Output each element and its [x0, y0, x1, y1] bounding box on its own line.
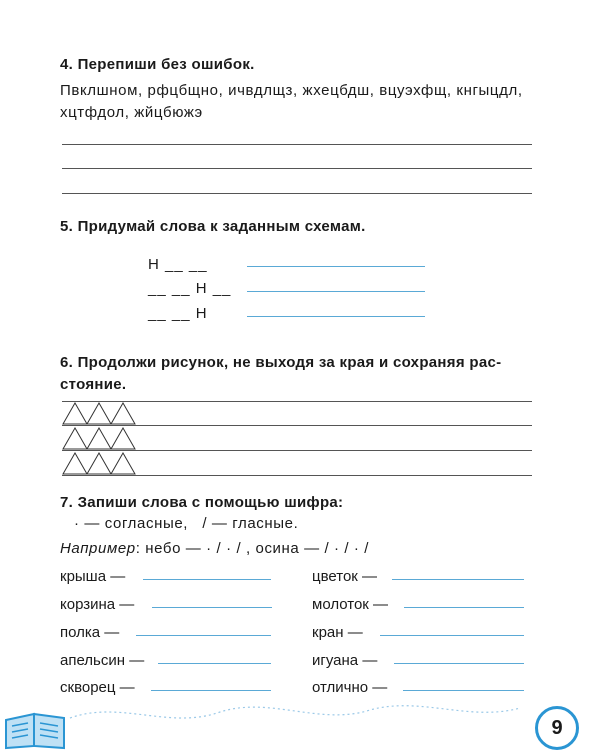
triangle-icon: [62, 402, 88, 425]
cipher-answer-line[interactable]: [158, 663, 271, 664]
task-6-title-line-2: стояние.: [60, 376, 127, 393]
book-icon: [0, 700, 72, 750]
word-left: апельсин —: [60, 652, 145, 669]
cipher-answer-line[interactable]: [136, 635, 271, 636]
task-4-line-2: хцтфдол, жйцбюжэ: [60, 104, 203, 121]
word-left: полка —: [60, 624, 120, 641]
drawing-rule: [62, 475, 532, 476]
answer-rule[interactable]: [62, 168, 532, 169]
task-4-line-1: Пвклшном, рфцбщно, ичвдлщз, жхецбдш, вцуэхфщ, кнгыцдл,: [60, 82, 523, 99]
schema-1: Н __ __: [148, 256, 208, 273]
example-label: Например: [60, 540, 136, 557]
task-5-title: 5. Придумай слова к заданным схемам.: [60, 218, 366, 235]
triangle-icon: [62, 452, 88, 475]
cipher-answer-line[interactable]: [380, 635, 524, 636]
task-4-title: 4. Перепиши без ошибок.: [60, 56, 255, 73]
word-left: крыша —: [60, 568, 126, 585]
schema-answer-line[interactable]: [247, 291, 425, 292]
word-right: кран —: [312, 624, 363, 641]
triangle-row[interactable]: [62, 452, 134, 475]
word-right: молоток —: [312, 596, 389, 613]
schema-answer-line[interactable]: [247, 316, 425, 317]
cipher-answer-line[interactable]: [143, 579, 271, 580]
example-line: [60, 540, 369, 557]
triangle-icon: [62, 427, 88, 450]
triangle-icon: [86, 452, 112, 475]
task-6-title-line-1: 6. Продолжи рисунок, не выходя за края и сохраняя рас-: [60, 354, 502, 371]
triangle-icon: [86, 402, 112, 425]
triangle-icon: [110, 452, 136, 475]
triangle-icon: [86, 427, 112, 450]
footer-wave-decoration: [0, 690, 600, 750]
task-7-title: 7. Запиши слова с помощью шифра:: [60, 494, 344, 511]
triangle-row[interactable]: [62, 402, 134, 425]
triangle-icon: [110, 427, 136, 450]
word-right: отлично —: [312, 679, 388, 696]
schema-3: __ __ Н: [148, 305, 208, 322]
answer-rule[interactable]: [62, 193, 532, 194]
page-number: 9: [535, 706, 579, 750]
drawing-rule: [62, 450, 532, 451]
cipher-legend: · — согласные, / — гласные.: [74, 515, 299, 532]
triangle-row[interactable]: [62, 427, 134, 450]
cipher-answer-line[interactable]: [152, 607, 272, 608]
cipher-answer-line[interactable]: [404, 607, 524, 608]
schema-answer-line[interactable]: [247, 266, 425, 267]
word-right: цветок —: [312, 568, 378, 585]
word-left: корзина —: [60, 596, 135, 613]
cipher-answer-line[interactable]: [394, 663, 524, 664]
answer-rule[interactable]: [62, 144, 532, 145]
triangle-icon: [110, 402, 136, 425]
drawing-rule: [62, 425, 532, 426]
word-right: игуана —: [312, 652, 378, 669]
schema-2: __ __ Н __: [148, 280, 232, 297]
word-left: скворец —: [60, 679, 135, 696]
example-text: : небо — · / · / , осина — / · / · /: [135, 540, 370, 557]
cipher-answer-line[interactable]: [392, 579, 524, 580]
